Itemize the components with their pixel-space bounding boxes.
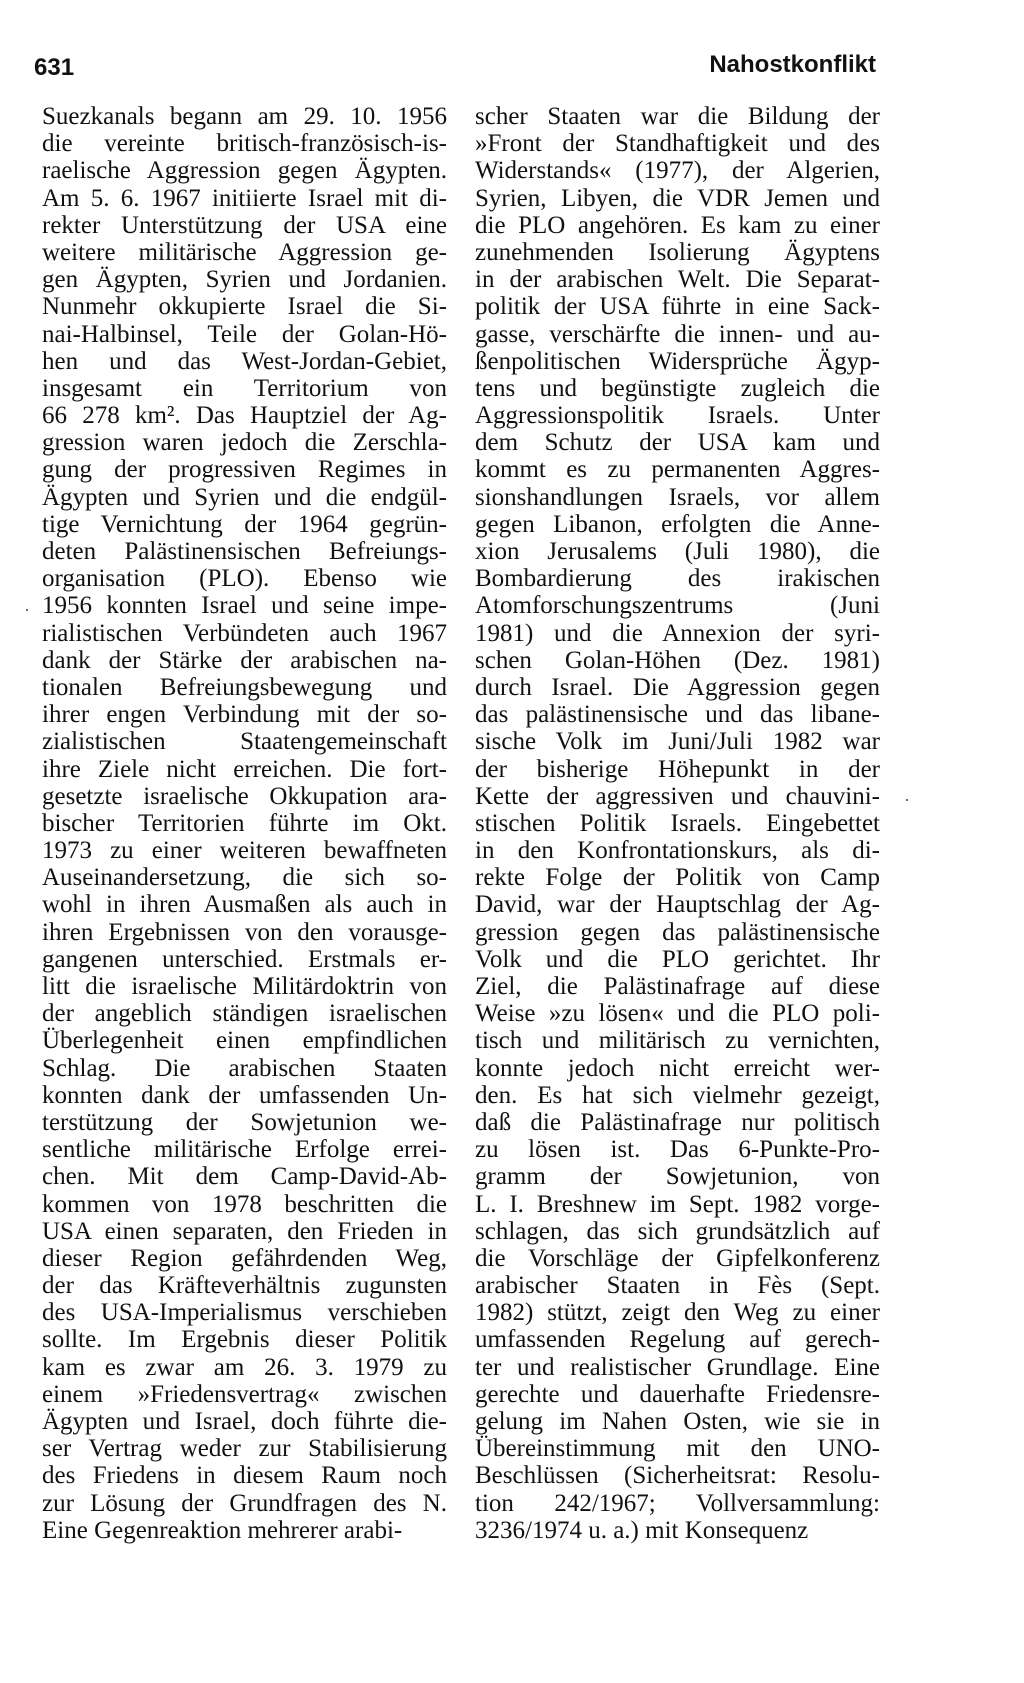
text-line: rekter Unterstützung der USA eine xyxy=(42,211,447,239)
text-line: zur Lösung der Grundfragen des N. xyxy=(42,1489,447,1517)
text-line: des USA-Imperialismus verschieben xyxy=(42,1299,447,1327)
text-line: weitere militärische Aggression ge- xyxy=(42,238,447,266)
text-line: kam es zwar am 26. 3. 1979 zu xyxy=(42,1353,447,1381)
text-line: Atomforschungszentrums (Juni xyxy=(475,592,880,620)
text-line: 66 278 km². Das Hauptziel der Ag- xyxy=(42,402,447,430)
text-line: L. I. Breshnew im Sept. 1982 vorge- xyxy=(475,1190,880,1218)
text-line: dieser Region gefährdenden Weg, xyxy=(42,1244,447,1272)
text-line: tisch und militärisch zu vernichten, xyxy=(475,1027,880,1055)
running-head: Nahostkonflikt xyxy=(709,51,876,78)
text-line: ihre Ziele nicht erreichen. Die fort- xyxy=(42,755,447,783)
text-line: Weise »zu lösen« und die PLO poli- xyxy=(475,1000,880,1028)
text-line: arabischer Staaten in Fès (Sept. xyxy=(475,1272,880,1300)
text-line: USA einen separaten, den Frieden in xyxy=(42,1217,447,1245)
text-line: konnten dank der umfassenden Un- xyxy=(42,1081,447,1109)
text-line: Bombardierung des irakischen xyxy=(475,565,880,593)
text-line: xion Jerusalems (Juli 1980), die xyxy=(475,538,880,565)
text-line: Auseinandersetzung, die sich so- xyxy=(42,864,447,892)
text-line: Widerstands« (1977), der Algerien, xyxy=(475,157,880,185)
text-line: ter und realistischer Grundlage. Eine xyxy=(475,1353,880,1381)
text-line: Volk und die PLO gerichtet. Ihr xyxy=(475,945,880,973)
text-line: gramm der Sowjetunion, von xyxy=(475,1163,880,1191)
text-line: einem »Friedensvertrag« zwischen xyxy=(42,1380,447,1408)
text-line: kommen von 1978 beschritten die xyxy=(42,1190,447,1218)
text-line: dank der Stärke der arabischen na- xyxy=(42,646,447,674)
text-line: gangenen unterschied. Erstmals er- xyxy=(42,945,447,973)
text-line: das palästinensische und das libane- xyxy=(475,701,880,729)
text-line: hen und das West-Jordan-Gebiet, xyxy=(42,347,447,375)
text-line: gesetzte israelische Okkupation ara- xyxy=(42,782,447,810)
text-line: tige Vernichtung der 1964 gegrün- xyxy=(42,510,447,538)
text-line: daß die Palästinafrage nur politisch xyxy=(475,1108,880,1136)
text-line: Ägypten und Syrien und die endgül- xyxy=(42,483,447,511)
margin-dot: · xyxy=(24,600,30,620)
text-line: David, war der Hauptschlag der Ag- xyxy=(475,891,880,919)
text-line: umfassenden Regelung auf gerech- xyxy=(475,1326,880,1354)
text-line: ihrer engen Verbindung mit der so- xyxy=(42,701,447,729)
text-line: Beschlüssen (Sicherheitsrat: Resolu- xyxy=(475,1462,880,1490)
text-line: tionalen Befreiungsbewegung und xyxy=(42,673,447,701)
page-number: 631 xyxy=(34,54,75,81)
text-line: gasse, verschärfte die innen- und au- xyxy=(475,320,880,348)
text-line: 1973 zu einer weiteren bewaffneten xyxy=(42,837,447,865)
text-line: tion 242/1967; Vollversammlung: xyxy=(475,1489,880,1517)
text-line: zunehmenden Isolierung Ägyptens xyxy=(475,238,880,266)
text-line: raelische Aggression gegen Ägypten. xyxy=(42,157,447,185)
text-line: den. Es hat sich vielmehr gezeigt, xyxy=(475,1081,880,1109)
text-line: politik der USA führte in eine Sack- xyxy=(475,293,880,321)
text-line: Übereinstimmung mit den UNO- xyxy=(475,1435,880,1463)
text-line: deten Palästinensischen Befreiungs- xyxy=(42,538,447,565)
text-line: 3236/1974 u. a.) mit Konsequenz xyxy=(475,1516,809,1544)
text-line: ßenpolitischen Widersprüche Ägyp- xyxy=(475,347,880,375)
text-line: gelung im Nahen Osten, wie sie in xyxy=(475,1408,880,1435)
text-line: gerechte und dauerhafte Friedensre- xyxy=(475,1380,880,1408)
text-line: Syrien, Libyen, die VDR Jemen und xyxy=(475,184,880,212)
text-line: gression waren jedoch die Zerschla- xyxy=(42,429,447,457)
text-line: 1956 konnten Israel und seine impe- xyxy=(42,592,447,620)
text-line: Aggressionspolitik Israels. Unter xyxy=(475,402,880,430)
text-line: der bisherige Höhepunkt in der xyxy=(475,755,880,783)
text-line: sionshandlungen Israels, vor allem xyxy=(475,483,880,511)
text-line: sische Volk im Juni/Juli 1982 war xyxy=(475,728,880,756)
text-line: gression gegen das palästinensische xyxy=(475,918,880,946)
text-line: stischen Politik Israels. Eingebettet xyxy=(475,809,880,837)
text-line: ihren Ergebnissen von den vorausge- xyxy=(42,918,447,946)
text-line: Ägypten und Israel, doch führte die- xyxy=(42,1408,447,1435)
text-line: scher Staaten war die Bildung der xyxy=(475,103,880,130)
text-line: schlagen, das sich grundsätzlich auf xyxy=(475,1217,880,1245)
text-line: 1981) und die Annexion der syri- xyxy=(475,619,880,647)
text-line: sentliche militärische Erfolge errei- xyxy=(42,1136,447,1164)
text-column-right xyxy=(475,103,880,1544)
text-line: insgesamt ein Territorium von xyxy=(42,374,447,402)
text-line: »Front der Standhaftigkeit und des xyxy=(475,130,880,158)
text-line: zu lösen ist. Das 6-Punkte-Pro- xyxy=(475,1136,880,1164)
text-line: Nunmehr okkupierte Israel die Si- xyxy=(42,293,447,321)
text-line: wohl in ihren Ausmaßen als auch in xyxy=(42,891,447,919)
text-line: Am 5. 6. 1967 initiierte Israel mit di- xyxy=(42,184,447,212)
text-line: terstützung der Sowjetunion we- xyxy=(42,1108,447,1136)
text-line: Schlag. Die arabischen Staaten xyxy=(42,1054,447,1082)
text-line: Ziel, die Palästinafrage auf diese xyxy=(475,973,880,1000)
text-line: nai-Halbinsel, Teile der Golan-Hö- xyxy=(42,320,447,348)
text-line: kommt es zu permanenten Aggres- xyxy=(475,456,880,484)
text-line: die PLO angehören. Es kam zu einer xyxy=(475,211,880,239)
text-line: Überlegenheit einen empfindlichen xyxy=(42,1027,447,1055)
text-line: litt die israelische Militärdoktrin von xyxy=(42,973,447,1000)
text-line: organisation (PLO). Ebenso wie xyxy=(42,565,447,593)
text-line: Kette der aggressiven und chauvini- xyxy=(475,782,880,810)
text-line: dem Schutz der USA kam und xyxy=(475,429,880,457)
text-line: rialistischen Verbündeten auch 1967 xyxy=(42,619,447,647)
text-line: in den Konfrontationskurs, als di- xyxy=(475,837,880,865)
text-line: der angeblich ständigen israelischen xyxy=(42,1000,447,1028)
text-line: sollte. Im Ergebnis dieser Politik xyxy=(42,1326,447,1354)
text-line: chen. Mit dem Camp-David-Ab- xyxy=(42,1163,447,1191)
text-line: konnte jedoch nicht erreicht wer- xyxy=(475,1054,880,1082)
text-line: bischer Territorien führte im Okt. xyxy=(42,809,447,837)
text-line: zialistischen Staatengemeinschaft xyxy=(42,728,447,756)
text-line: Suezkanals begann am 29. 10. 1956 xyxy=(42,103,447,130)
text-line: tens und begünstigte zugleich die xyxy=(475,374,880,402)
text-line: gegen Libanon, erfolgten die Anne- xyxy=(475,510,880,538)
text-line: der das Kräfteverhältnis zugunsten xyxy=(42,1272,447,1300)
text-line: schen Golan-Höhen (Dez. 1981) xyxy=(475,646,880,674)
text-line: durch Israel. Die Aggression gegen xyxy=(475,673,880,701)
text-line: ser Vertrag weder zur Stabilisierung xyxy=(42,1435,447,1463)
text-line: gen Ägypten, Syrien und Jordanien. xyxy=(42,266,447,294)
text-line: 1982) stützt, zeigt den Weg zu einer xyxy=(475,1299,880,1327)
text-line: in der arabischen Welt. Die Separat- xyxy=(475,266,880,294)
text-line: die vereinte britisch-französisch-is- xyxy=(42,130,447,158)
text-column-left xyxy=(42,103,447,1544)
text-line: gung der progressiven Regimes in xyxy=(42,456,447,484)
text-line: des Friedens in diesem Raum noch xyxy=(42,1462,447,1490)
text-line: die Vorschläge der Gipfelkonferenz xyxy=(475,1244,880,1272)
text-line: Eine Gegenreaktion mehrerer arabi- xyxy=(42,1516,403,1544)
text-line: rekte Folge der Politik von Camp xyxy=(475,864,880,892)
margin-dot: · xyxy=(904,790,910,810)
